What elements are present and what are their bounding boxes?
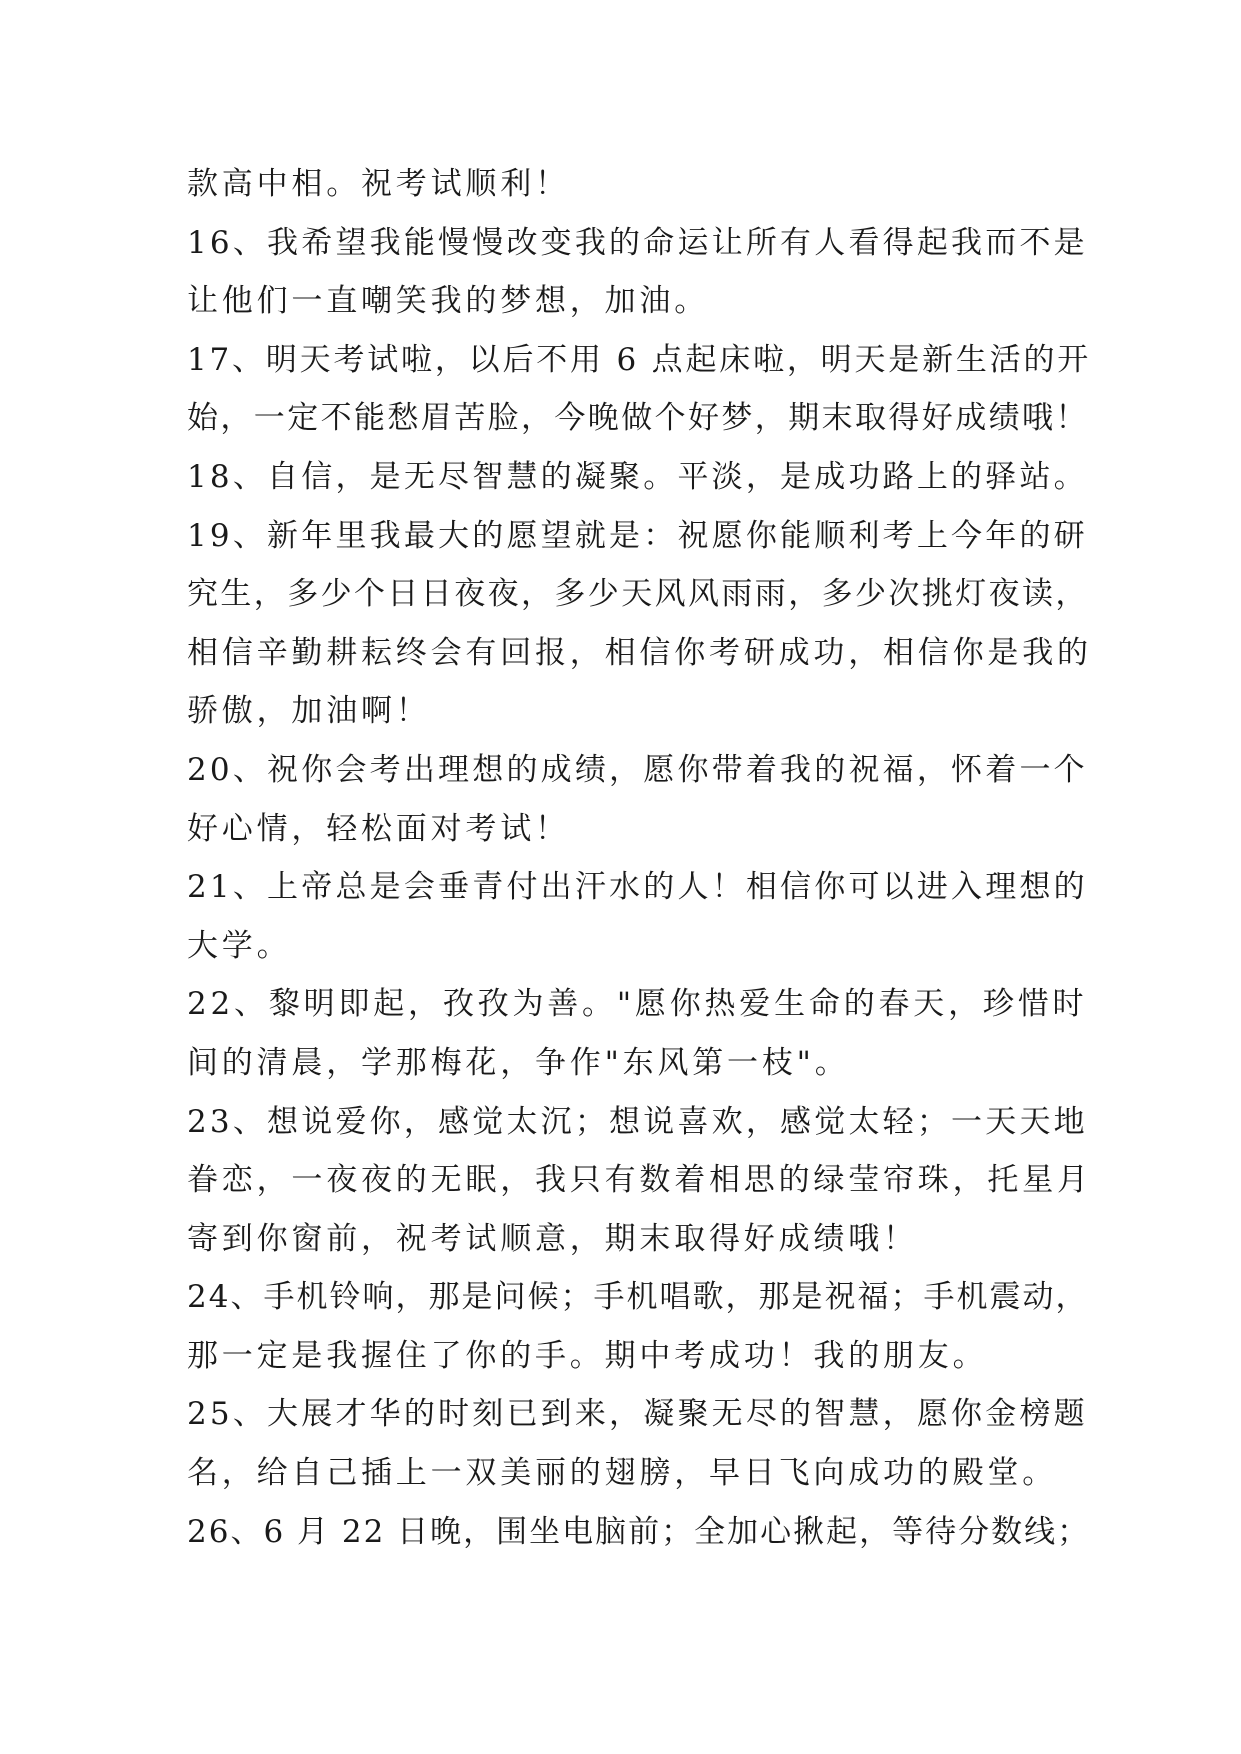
text-line: 19、新年里我最大的愿望就是：祝愿你能顺利考上今年的研 — [187, 517, 1088, 554]
text-line: 间的清晨，学那梅花，争作"东风第一枝"。 — [187, 1044, 850, 1081]
text-line: 17、明天考试啦，以后不用 6 点起床啦，明天是新生活的开 — [187, 341, 1092, 378]
text-line: 究生，多少个日日夜夜，多少天风风雨雨，多少次挑灯夜读， — [187, 576, 1089, 613]
text-line: 大学。 — [187, 927, 292, 964]
document-body — [187, 155, 1092, 1561]
text-line: 名，给自己插上一双美丽的翅膀，早日飞向成功的殿堂。 — [187, 1455, 1057, 1492]
text-line: 20、祝你会考出理想的成绩，愿你带着我的祝福，怀着一个 — [187, 751, 1088, 788]
text-line: 26、6 月 22 日晚，围坐电脑前；全加心揪起，等待分数线； — [187, 1513, 1091, 1550]
text-line: 18、自信，是无尽智慧的凝聚。平淡，是成功路上的驿站。 — [187, 458, 1088, 495]
text-line: 16、我希望我能慢慢改变我的命运让所有人看得起我而不是 — [187, 224, 1088, 261]
text-line: 始，一定不能愁眉苦脸，今晚做个好梦，期末取得好成绩哦！ — [187, 400, 1089, 437]
text-line: 眷恋，一夜夜的无眠，我只有数着相思的绿莹帘珠，托星月 — [187, 1162, 1092, 1199]
text-line: 骄傲，加油啊！ — [187, 693, 431, 730]
text-line: 寄到你窗前，祝考试顺意，期末取得好成绩哦！ — [187, 1220, 918, 1257]
text-line: 款高中相。祝考试顺利！ — [187, 166, 570, 202]
text-line: 25、大展才华的时刻已到来，凝聚无尽的智慧，愿你金榜题 — [187, 1396, 1088, 1433]
text-line: 24、手机铃响，那是问候；手机唱歌，那是祝福；手机震动， — [187, 1279, 1089, 1316]
text-line: 那一定是我握住了你的手。期中考成功！我的朋友。 — [187, 1337, 988, 1374]
text-line: 好心情，轻松面对考试！ — [187, 810, 570, 847]
text-line: 让他们一直嘲笑我的梦想，加油。 — [187, 283, 709, 320]
text-line: 22、黎明即起，孜孜为善。"愿你热爱生命的春天，珍惜时 — [187, 986, 1088, 1023]
text-line: 21、上帝总是会垂青付出汗水的人！相信你可以进入理想的 — [187, 869, 1088, 906]
text-line: 23、想说爱你，感觉太沉；想说喜欢，感觉太轻；一天天地 — [187, 1103, 1088, 1140]
text-line: 相信辛勤耕耘终会有回报，相信你考研成功，相信你是我的 — [187, 634, 1092, 671]
